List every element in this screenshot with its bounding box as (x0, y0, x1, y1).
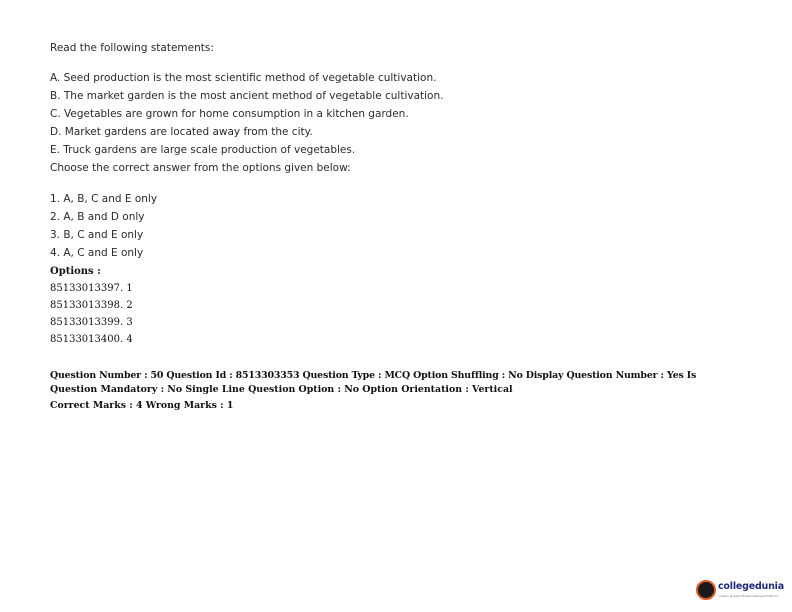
question-meta-line-2: Question Mandatory : No Single Line Question Option : No Option Orientation : Vertical (50, 384, 513, 395)
instruction: Choose the correct answer from the options given below: (50, 162, 351, 174)
statement-b: B. The market garden is the most ancient method of vegetable cultivation. (50, 90, 444, 102)
logo-name: collegedunia (718, 581, 784, 592)
logo-tagline: India's largest Student Review Platform (719, 594, 779, 598)
choice-1: 1. A, B, C and E only (50, 193, 158, 205)
option-id-1: 85133013397. 1 (50, 283, 133, 294)
mascot-icon (696, 580, 716, 600)
option-id-2: 85133013398. 2 (50, 300, 133, 311)
question-meta-line-1: Question Number : 50 Question Id : 8513303353 Question Type : MCQ Option Shuffling : No Display Question Number : Yes Is (50, 370, 697, 381)
question-intro: Read the following statements: (50, 42, 214, 54)
option-id-3: 85133013399. 3 (50, 317, 133, 328)
choice-3: 3. B, C and E only (50, 229, 144, 241)
statement-e: E. Truck gardens are large scale production of vegetables. (50, 144, 356, 156)
statement-a: A. Seed production is the most scientific method of vegetable cultivation. (50, 72, 437, 84)
statement-d: D. Market gardens are located away from the city. (50, 126, 313, 138)
collegedunia-logo (696, 578, 786, 604)
option-id-4: 85133013400. 4 (50, 334, 133, 345)
options-heading: Options : (50, 266, 101, 277)
statement-c: C. Vegetables are grown for home consumption in a kitchen garden. (50, 108, 409, 120)
question-meta-line-3: Correct Marks : 4 Wrong Marks : 1 (50, 400, 234, 411)
choice-4: 4. A, C and E only (50, 247, 144, 259)
choice-2: 2. A, B and D only (50, 211, 145, 223)
